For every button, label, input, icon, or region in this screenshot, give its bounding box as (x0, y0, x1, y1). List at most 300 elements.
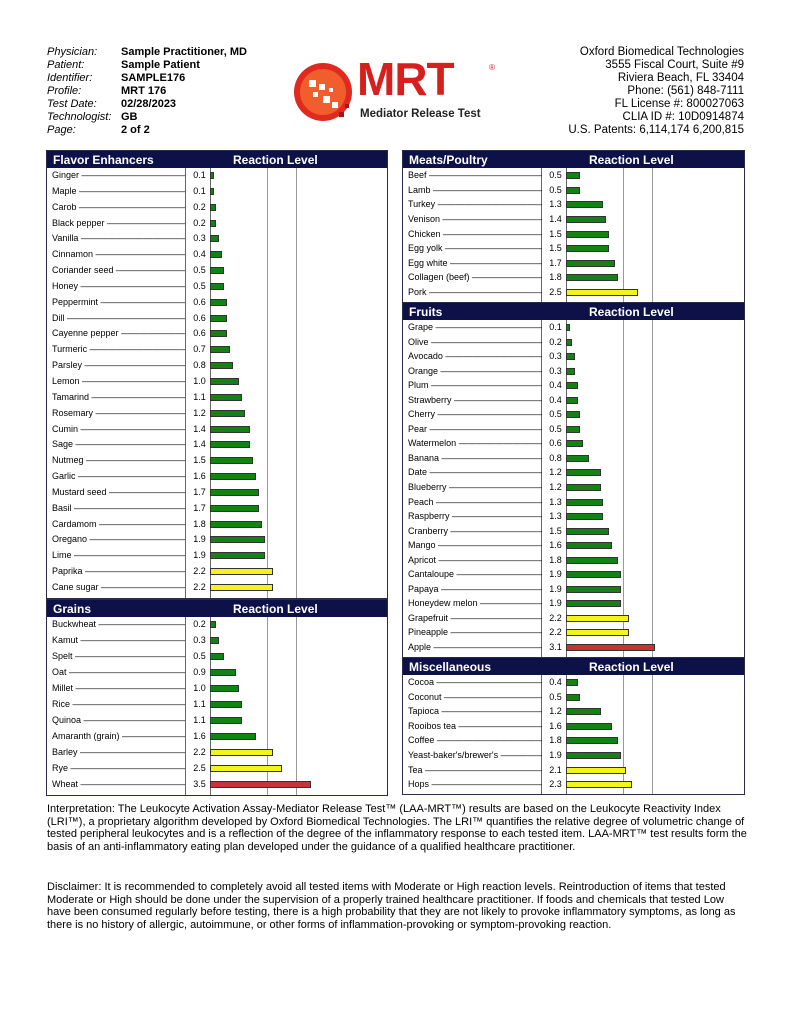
result-row (403, 465, 744, 480)
result-row (47, 168, 387, 184)
result-row (403, 495, 744, 510)
reaction-value: 0.4 (549, 380, 562, 391)
item-name: Avocado ————— (408, 351, 542, 361)
reaction-value: 1.6 (549, 540, 562, 551)
reaction-bar (566, 411, 580, 418)
reaction-bar (210, 669, 236, 676)
reaction-bar (566, 723, 612, 730)
item-name: Lamb ————— (408, 185, 542, 195)
reaction-bar (566, 528, 609, 535)
item-name: Turmeric ————— (52, 344, 185, 354)
item-name: Beef ————— (408, 170, 542, 180)
result-row (403, 364, 744, 379)
result-row (47, 326, 387, 342)
reaction-bar (566, 397, 578, 404)
item-name: Pineapple ————— (408, 627, 542, 637)
reaction-value: 1.4 (193, 439, 206, 450)
reaction-bar (210, 204, 216, 211)
reaction-bar (210, 378, 239, 385)
result-row (47, 729, 387, 745)
reaction-value: 0.2 (549, 336, 562, 347)
item-name: Egg white ————— (408, 258, 542, 268)
reaction-bar (210, 685, 239, 692)
item-name: Yeast-baker's/brewer's ————— (408, 750, 542, 760)
reaction-value: 0.8 (549, 452, 562, 463)
result-row (47, 279, 387, 295)
lab-info-line: Oxford Biomedical Technologies (579, 46, 744, 58)
item-name: Peach ————— (408, 497, 542, 507)
result-row (403, 197, 744, 212)
reaction-bar (566, 513, 603, 520)
result-row (47, 777, 387, 793)
item-name: Cayenne pepper ————— (52, 328, 185, 338)
field-value: SAMPLE176 (121, 72, 186, 84)
item-name: Garlic ————— (52, 471, 185, 481)
reaction-bar (210, 701, 242, 708)
panel-header (47, 600, 387, 617)
result-row (403, 451, 744, 466)
item-name: Plum ————— (408, 380, 542, 390)
item-name: Cranberry ————— (408, 526, 542, 536)
item-name: Pear ————— (408, 424, 542, 434)
reaction-bar (210, 749, 273, 756)
result-row (47, 649, 387, 665)
reaction-value: 1.2 (549, 467, 562, 478)
reaction-value: 0.4 (193, 249, 206, 260)
reaction-value: 0.6 (193, 312, 206, 323)
item-name: Watermelon ————— (408, 438, 542, 448)
reaction-value: 0.4 (549, 394, 562, 405)
reaction-bar (566, 260, 615, 267)
reaction-value: 1.4 (549, 213, 562, 224)
reaction-bar (210, 441, 250, 448)
item-name: Coconut ————— (408, 692, 542, 702)
reaction-bar (566, 353, 575, 360)
reaction-bar (566, 767, 626, 774)
item-name: Chicken ————— (408, 229, 542, 239)
result-row (403, 567, 744, 582)
panel-header (47, 151, 387, 168)
reaction-level-header: Reaction Level (589, 153, 674, 167)
reaction-value: 0.1 (193, 185, 206, 196)
reaction-value: 0.6 (193, 328, 206, 339)
lab-info-line: Phone: (561) 848-7111 (627, 85, 744, 97)
result-row (47, 485, 387, 501)
reaction-value: 1.9 (193, 550, 206, 561)
item-name: Tea ————— (408, 765, 542, 775)
field-label: Page: (47, 124, 76, 136)
result-row (47, 453, 387, 469)
reaction-bar (566, 216, 606, 223)
reaction-level-header: Reaction Level (589, 305, 674, 319)
reaction-bar (566, 484, 601, 491)
item-name: Coriander seed ————— (52, 265, 185, 275)
panel-title: Flavor Enhancers (53, 153, 154, 167)
item-name: Wheat ————— (52, 779, 185, 789)
reaction-value: 0.5 (549, 423, 562, 434)
panel-flavor-enhancers (46, 150, 388, 599)
report-field (47, 46, 247, 59)
reaction-level-header: Reaction Level (233, 153, 318, 167)
result-row (403, 241, 744, 256)
item-name: Mustard seed ————— (52, 487, 185, 497)
reaction-bar (210, 457, 253, 464)
reaction-value: 1.5 (549, 228, 562, 239)
item-name: Turkey ————— (408, 199, 542, 209)
reaction-value: 0.8 (193, 360, 206, 371)
item-name: Carob ————— (52, 202, 185, 212)
result-row (47, 633, 387, 649)
reaction-value: 1.5 (549, 243, 562, 254)
reaction-value: 0.5 (549, 691, 562, 702)
reaction-value: 1.7 (193, 486, 206, 497)
result-row (403, 436, 744, 451)
reaction-value: 0.2 (193, 201, 206, 212)
item-name: Oat ————— (52, 667, 185, 677)
item-name: Lemon ————— (52, 376, 185, 386)
field-label: Profile: (47, 85, 82, 97)
result-row (403, 553, 744, 568)
result-row (403, 675, 744, 690)
item-name: Dill ————— (52, 313, 185, 323)
item-name: Olive ————— (408, 337, 542, 347)
reaction-bar (210, 765, 282, 772)
reaction-value: 1.2 (549, 482, 562, 493)
report-field (47, 59, 247, 72)
result-row (47, 501, 387, 517)
panel-header (403, 151, 744, 168)
result-row (47, 517, 387, 533)
reaction-value: 0.9 (193, 667, 206, 677)
reaction-value: 1.2 (193, 407, 206, 418)
result-row (47, 358, 387, 374)
reaction-bar (210, 315, 227, 322)
result-row (403, 256, 744, 271)
item-name: Honey ————— (52, 281, 185, 291)
result-row (47, 665, 387, 681)
result-row (403, 349, 744, 364)
reaction-bar (210, 473, 256, 480)
reaction-value: 0.4 (549, 677, 562, 687)
logo-subtitle: Mediator Release Test (360, 108, 481, 120)
reaction-value: 1.6 (193, 471, 206, 482)
report-fields (47, 46, 247, 137)
result-row (47, 263, 387, 279)
reaction-bar (566, 426, 580, 433)
item-name: Banana ————— (408, 453, 542, 463)
reaction-value: 1.5 (193, 455, 206, 466)
item-name: Nutmeg ————— (52, 455, 185, 465)
item-name: Cardamom ————— (52, 519, 185, 529)
reaction-value: 1.6 (549, 720, 562, 731)
result-row (47, 406, 387, 422)
result-row (403, 524, 744, 539)
item-name: Mango ————— (408, 540, 542, 550)
result-row (403, 777, 744, 792)
result-row (403, 719, 744, 734)
result-row (403, 704, 744, 719)
reaction-bar (210, 362, 233, 369)
field-label: Technologist: (47, 111, 112, 123)
result-row (47, 548, 387, 564)
reaction-bar (210, 251, 222, 258)
item-name: Blueberry ————— (408, 482, 542, 492)
item-name: Honeydew melon ————— (408, 598, 542, 608)
reaction-bar (210, 220, 216, 227)
result-row (403, 625, 744, 640)
reaction-bar (566, 708, 601, 715)
reaction-bar (566, 274, 618, 281)
reaction-value: 1.1 (193, 715, 206, 725)
item-name: Venison ————— (408, 214, 542, 224)
mrt-logo (287, 53, 502, 130)
item-name: Spelt ————— (52, 651, 185, 661)
item-name: Paprika ————— (52, 566, 185, 576)
result-row (403, 690, 744, 705)
item-name: Kamut ————— (52, 635, 185, 645)
reaction-bar (566, 382, 578, 389)
reaction-value: 1.8 (193, 518, 206, 529)
reaction-value: 2.3 (549, 779, 562, 790)
reaction-value: 0.6 (193, 296, 206, 307)
result-row (47, 390, 387, 406)
item-name: Rye ————— (52, 763, 185, 773)
result-row (47, 617, 387, 633)
reaction-bar (210, 410, 245, 417)
reaction-bar (566, 289, 638, 296)
panel-rows (47, 168, 387, 598)
panel-title: Grains (53, 602, 92, 616)
result-row (403, 582, 744, 597)
result-row (403, 509, 744, 524)
reaction-value: 1.8 (549, 735, 562, 746)
result-row (403, 640, 744, 655)
item-name: Rooibos tea ————— (408, 721, 542, 731)
reaction-value: 2.2 (193, 581, 206, 592)
reaction-bar (210, 172, 214, 179)
reaction-bar (566, 694, 580, 701)
item-name: Rice ————— (52, 699, 185, 709)
reaction-bar (210, 330, 227, 337)
reaction-bar (566, 542, 612, 549)
reaction-value: 2.2 (549, 627, 562, 638)
result-row (403, 335, 744, 350)
reaction-bar (210, 267, 224, 274)
reaction-bar (566, 499, 603, 506)
lab-info-line: FL License #: 800027063 (614, 98, 744, 110)
result-row (403, 183, 744, 198)
field-label: Physician: (47, 46, 98, 58)
result-row (47, 295, 387, 311)
field-value: Sample Practitioner, MD (121, 46, 247, 58)
reaction-value: 1.7 (193, 502, 206, 513)
item-name: Tamarind ————— (52, 392, 185, 402)
reaction-value: 0.3 (193, 635, 206, 645)
report-field (47, 72, 247, 85)
result-row (403, 538, 744, 553)
reaction-bar (210, 568, 273, 575)
logo-registered: ® (489, 63, 495, 72)
reaction-level-header: Reaction Level (589, 660, 674, 674)
item-name: Sage ————— (52, 439, 185, 449)
result-row (47, 761, 387, 777)
reaction-bar (210, 552, 265, 559)
reaction-bar (210, 521, 262, 528)
reaction-bar (566, 172, 580, 179)
reaction-value: 1.9 (549, 569, 562, 580)
item-name: Strawberry ————— (408, 395, 542, 405)
reaction-bar (210, 188, 214, 195)
reaction-value: 1.8 (549, 554, 562, 565)
reaction-bar (210, 426, 250, 433)
reaction-value: 0.5 (193, 280, 206, 291)
result-row (403, 596, 744, 611)
result-row (47, 342, 387, 358)
reaction-value: 0.3 (549, 365, 562, 376)
reaction-bar (566, 557, 618, 564)
interpretation-text: Interpretation: The Leukocyte Activation Assay-Mediator Release Test™ (LAA-MRT™) results are based on the Leukocyte Reactivity Index (LRI™), a proprietary algorithm developed by Oxford Biomedical Technologies. The LRI™ quantifies the relative degree of volumetric change of tested peripheral leukocytes and is a reflection of the degree of the inflammatory response to each tested item. LAA-MRT™ test results form the basis of an anti-inflammatory eating plan developed under the guidance of a qualified healthcare practitioner. (47, 803, 747, 853)
report-field (47, 98, 247, 111)
result-row (47, 216, 387, 232)
panel-title: Fruits (409, 305, 443, 319)
item-name: Pork ————— (408, 287, 542, 297)
reaction-value: 0.1 (549, 322, 562, 332)
result-row (403, 227, 744, 242)
item-name: Raspberry ————— (408, 511, 542, 521)
item-name: Grape ————— (408, 322, 542, 332)
reaction-value: 0.5 (549, 409, 562, 420)
reaction-bar (566, 644, 655, 651)
reaction-value: 3.5 (193, 779, 206, 789)
reaction-value: 0.7 (193, 344, 206, 355)
item-name: Egg yolk ————— (408, 243, 542, 253)
result-row (47, 713, 387, 729)
reaction-value: 2.1 (549, 764, 562, 775)
reaction-value: 0.2 (193, 217, 206, 228)
panel-fruits (402, 302, 745, 658)
reaction-value: 1.9 (549, 583, 562, 594)
reaction-value: 0.1 (193, 170, 206, 180)
panel-meats-poultry (402, 150, 745, 303)
reaction-value: 1.9 (549, 598, 562, 609)
item-name: Oregano ————— (52, 534, 185, 544)
reaction-value: 1.8 (549, 272, 562, 283)
reaction-value: 0.3 (193, 233, 206, 244)
result-row (47, 231, 387, 247)
reaction-value: 1.9 (549, 749, 562, 760)
reaction-bar (566, 752, 621, 759)
item-name: Papaya ————— (408, 584, 542, 594)
item-name: Barley ————— (52, 747, 185, 757)
item-name: Buckwheat ————— (52, 619, 185, 629)
reaction-bar (566, 368, 575, 375)
result-row (403, 611, 744, 626)
item-name: Grapefruit ————— (408, 613, 542, 623)
item-name: Cinnamon ————— (52, 249, 185, 259)
item-name: Millet ————— (52, 683, 185, 693)
reaction-value: 0.5 (549, 184, 562, 195)
result-row (403, 733, 744, 748)
reaction-bar (566, 469, 601, 476)
reaction-bar (566, 245, 609, 252)
result-row (403, 285, 744, 300)
reaction-bar (566, 737, 618, 744)
result-row (403, 378, 744, 393)
reaction-bar (566, 231, 609, 238)
result-row (403, 407, 744, 422)
reaction-bar (210, 394, 242, 401)
reaction-bar (210, 536, 265, 543)
item-name: Vanilla ————— (52, 233, 185, 243)
reaction-value: 1.5 (549, 525, 562, 536)
reaction-bar (210, 653, 224, 660)
reaction-value: 0.5 (193, 651, 206, 661)
lab-info-line: 3555 Fiscal Court, Suite #9 (605, 59, 744, 71)
reaction-value: 0.5 (193, 265, 206, 276)
reaction-bar (566, 571, 621, 578)
reaction-value: 1.6 (193, 731, 206, 741)
reaction-bar (566, 201, 603, 208)
reaction-value: 2.5 (549, 287, 562, 298)
panel-miscellaneous (402, 657, 745, 795)
panel-grains (46, 599, 388, 796)
result-row (47, 469, 387, 485)
result-row (47, 697, 387, 713)
item-name: Amaranth (grain) ————— (52, 731, 185, 741)
reaction-value: 0.5 (549, 170, 562, 180)
reaction-value: 0.3 (549, 351, 562, 362)
item-name: Quinoa ————— (52, 715, 185, 725)
reaction-value: 1.3 (549, 496, 562, 507)
panel-header (403, 303, 744, 320)
item-name: Apricot ————— (408, 555, 542, 565)
item-name: Cane sugar ————— (52, 582, 185, 592)
reaction-value: 1.3 (549, 511, 562, 522)
reaction-bar (566, 600, 621, 607)
reaction-value: 1.4 (193, 423, 206, 434)
report-field (47, 111, 247, 124)
field-value: 02/28/2023 (121, 98, 177, 110)
reaction-value: 1.0 (193, 683, 206, 693)
reaction-bar (210, 781, 311, 788)
reaction-value: 1.7 (549, 257, 562, 268)
item-name: Apple ————— (408, 642, 542, 652)
report-field (47, 85, 247, 98)
result-row (403, 320, 744, 335)
reaction-value: 0.2 (193, 619, 206, 629)
item-name: Cocoa ————— (408, 677, 542, 687)
item-name: Cherry ————— (408, 409, 542, 419)
reaction-bar (566, 440, 583, 447)
reaction-bar (566, 455, 589, 462)
reaction-value: 3.1 (549, 642, 562, 653)
item-name: Peppermint ————— (52, 297, 185, 307)
lab-info (568, 46, 744, 137)
reaction-bar (566, 679, 578, 686)
item-name: Cumin ————— (52, 424, 185, 434)
reaction-value: 1.0 (193, 375, 206, 386)
item-name: Ginger ————— (52, 170, 185, 180)
item-name: Collagen (beef) ————— (408, 272, 542, 282)
result-row (47, 532, 387, 548)
reaction-bar (210, 505, 259, 512)
field-label: Test Date: (47, 98, 97, 110)
result-row (403, 763, 744, 778)
reaction-value: 0.6 (549, 438, 562, 449)
lab-info-line: U.S. Patents: 6,114,174 6,200,815 (568, 124, 744, 136)
reaction-bar (210, 717, 242, 724)
item-name: Parsley ————— (52, 360, 185, 370)
